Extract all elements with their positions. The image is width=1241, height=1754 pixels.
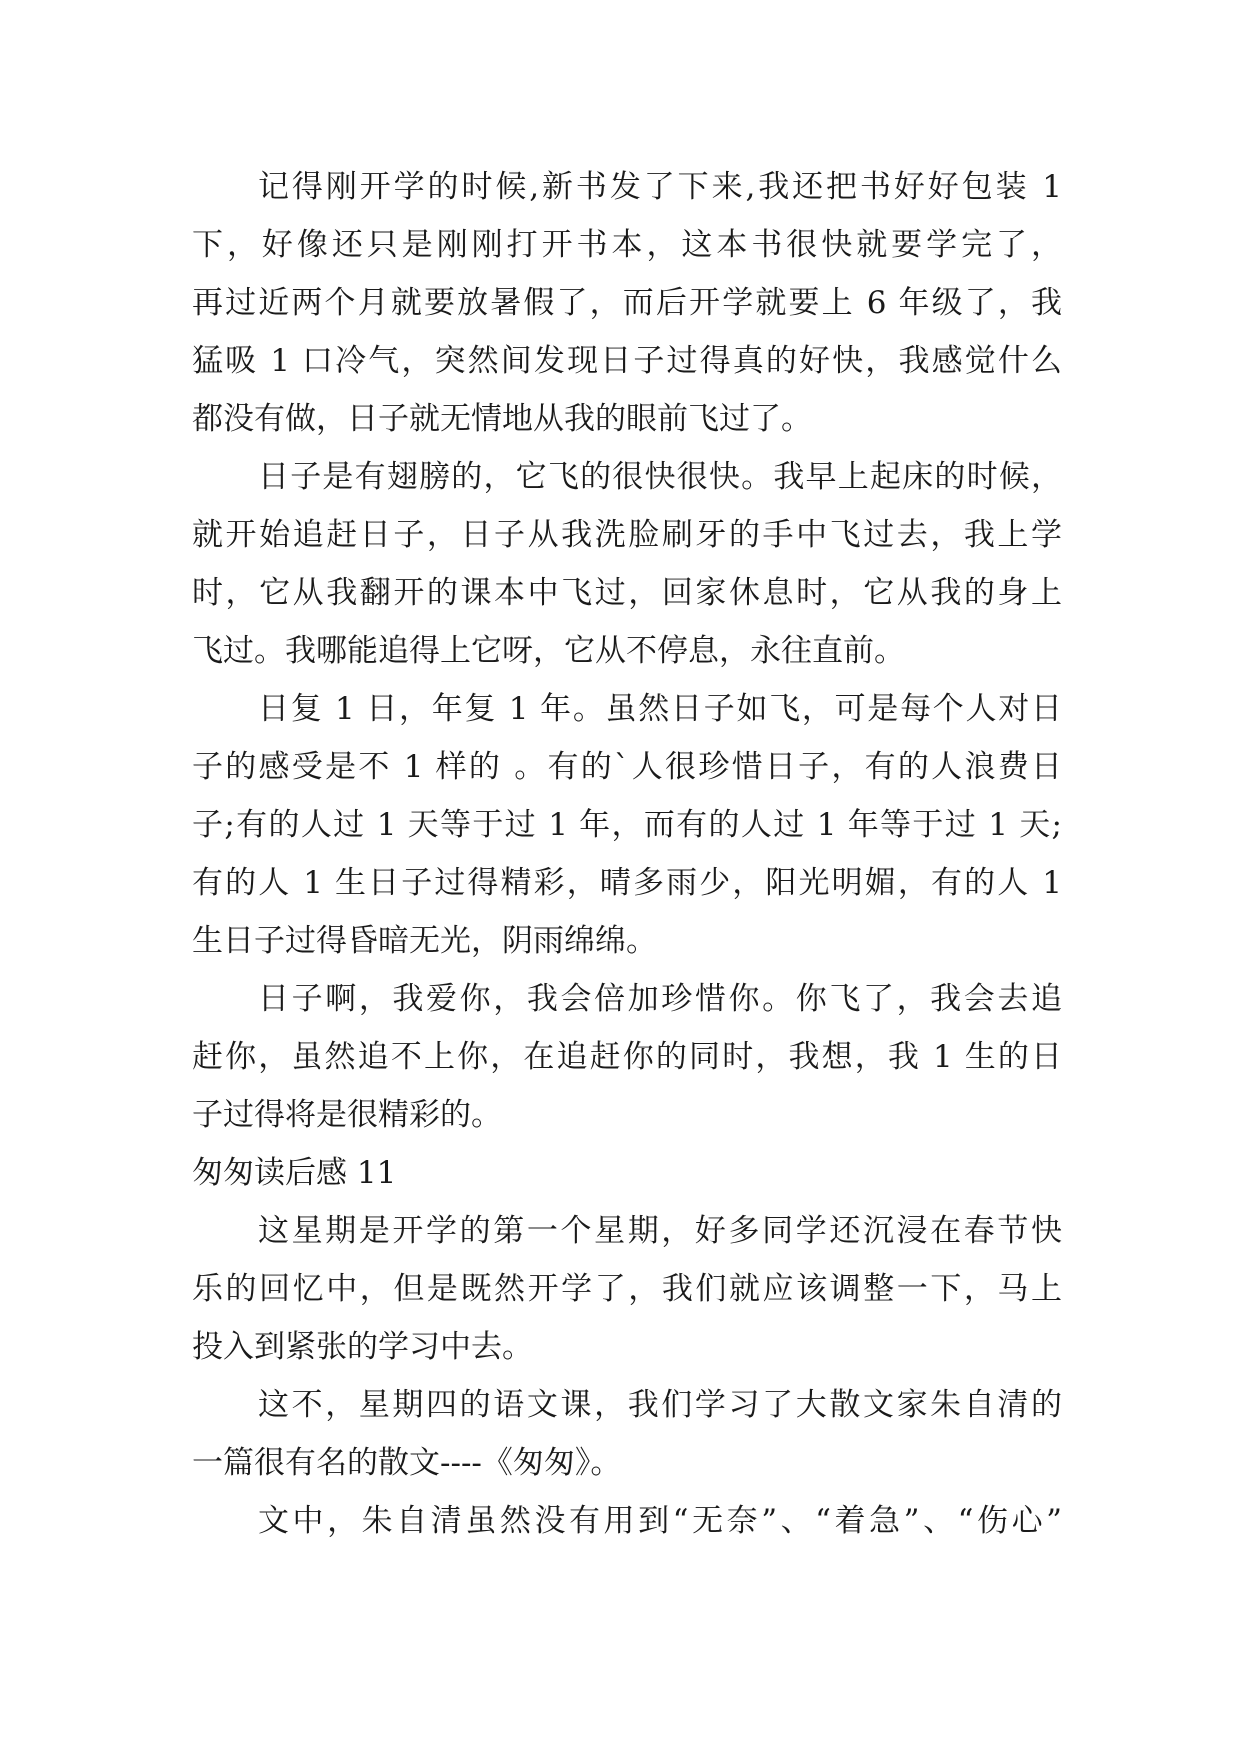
text-line: 都没有做，日子就无情地从我的眼前飞过了。 — [192, 401, 812, 437]
text-line: 赶你，虽然追不上你，在追赶你的同时，我想，我 1 生的日 — [192, 1039, 1062, 1075]
text-line: 这星期是开学的第一个星期，好多同学还沉浸在春节快 — [258, 1213, 1062, 1249]
text-line: 这不，星期四的语文课，我们学习了大散文家朱自清的 — [258, 1387, 1062, 1423]
text-line: 投入到紧张的学习中去。 — [192, 1329, 533, 1365]
text-line: 一篇很有名的散文----《匆匆》。 — [192, 1445, 622, 1481]
text-line: 猛吸 1 口冷气，突然间发现日子过得真的好快，我感觉什么 — [192, 343, 1062, 379]
text-line: 日子是有翅膀的，它飞的很快很快。我早上起床的时候， — [258, 459, 1062, 495]
text-line: 记得刚开学的时候,新书发了下来,我还把书好好包装 1 — [258, 169, 1062, 205]
text-line: 乐的回忆中，但是既然开学了，我们就应该调整一下，马上 — [192, 1271, 1062, 1307]
text-line: 再过近两个月就要放暑假了，而后开学就要上 6 年级了，我 — [192, 285, 1062, 321]
heading-text: 匆匆读后感 11 — [192, 1155, 397, 1191]
paragraph — [192, 680, 1062, 970]
text-line: 日复 1 日，年复 1 年。虽然日子如飞，可是每个人对日 — [258, 691, 1062, 727]
text-line: 生日子过得昏暗无光，阴雨绵绵。 — [192, 923, 657, 959]
text-line: 子过得将是很精彩的。 — [192, 1097, 502, 1133]
text-line: 子的感受是不 1 样的 。有的`人很珍惜日子，有的人浪费日 — [192, 749, 1062, 785]
paragraph — [192, 970, 1062, 1144]
text-line: 就开始追赶日子，日子从我洗脸刷牙的手中飞过去，我上学 — [192, 517, 1062, 553]
text-line: 文中，朱自清虽然没有用到“无奈”、“着急”、“伤心” — [258, 1503, 1062, 1539]
paragraph — [192, 1202, 1062, 1376]
paragraph — [192, 448, 1062, 680]
text-line: 子;有的人过 1 天等于过 1 年，而有的人过 1 年等于过 1 天; — [192, 807, 1062, 843]
text-line: 时，它从我翻开的课本中飞过，回家休息时，它从我的身上 — [192, 575, 1062, 611]
text-line: 有的人 1 生日子过得精彩，晴多雨少，阳光明媚，有的人 1 — [192, 865, 1062, 901]
paragraph — [192, 1492, 1062, 1550]
text-line: 日子啊，我爱你，我会倍加珍惜你。你飞了，我会去追 — [258, 981, 1062, 1017]
text-line: 飞过。我哪能追得上它呀，它从不停息，永往直前。 — [192, 633, 905, 669]
paragraph — [192, 158, 1062, 448]
paragraph — [192, 1376, 1062, 1492]
document-body — [192, 158, 1062, 1550]
section-heading — [192, 1144, 1062, 1202]
text-line: 下，好像还只是刚刚打开书本，这本书很快就要学完了， — [192, 227, 1062, 263]
